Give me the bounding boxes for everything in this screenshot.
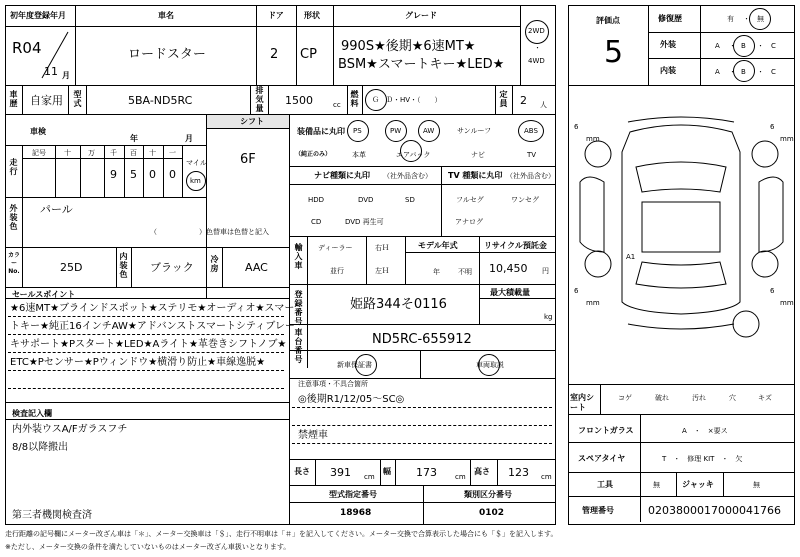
third-party-inspected: 第三者機関検査済 [12,510,92,521]
seat-hole: 穴 [729,394,736,402]
navi-hdd: HDD [308,196,325,204]
equip-sunroof: サンルーフ [457,127,492,135]
rear-window-shape [636,262,726,288]
import-label: 輸入車 [294,243,303,270]
windshield-label: フロントガラス [578,426,634,435]
diagram-mm-rl: mm [586,299,600,307]
capacity-label: 定員 [499,90,508,108]
interior-b: B [741,68,746,76]
tyre-rear-left [585,251,611,277]
cc-unit: cc [333,101,341,109]
grade-line1: 990S★後期★6速MT★ [341,39,476,54]
type-no-value: 18968 [340,508,372,518]
fuel-label: 燃料 [350,90,359,108]
mileage-col-6: 一 [169,149,176,157]
model-year-label: モデル年式 [418,241,458,250]
chassis-label: 車台番号 [294,328,303,364]
score-label: 評価点 [596,16,620,25]
navi-dvd-play: DVD 再生可 [345,218,384,226]
tyre-spare [733,311,759,337]
color-value: パール [40,203,73,216]
capacity-unit: 人 [540,101,547,109]
management-value: 0203800017000041766 [648,504,781,517]
first-reg-month: 11 [44,65,58,78]
front-bumper [628,117,734,122]
tv-fullseg: フルセグ [456,196,484,204]
chassis-value: ND5RC-655912 [372,332,472,347]
model-year-unknown: 不明 [458,268,472,276]
spare-label: スペアタイヤ [578,454,626,463]
tyre-rear-right [752,251,778,277]
displacement-value: 1500 [285,94,313,107]
inspection-month-unit: 月 [185,134,193,143]
navi-sd: SD [405,196,415,204]
navi-cd: CD [311,218,322,226]
tv-label: TV 種類に丸印 [448,171,503,180]
grade-label: グレード [405,11,437,20]
capacity-value: 2 [520,94,527,107]
drive-dot: ・ [534,44,541,52]
max-load-label: 最大積載量 [490,288,530,297]
color-note: （ ）色替車は色替と記入 [150,228,269,236]
first-reg-label: 初年度登録年月 [10,11,66,20]
model-value: 5BA-ND5RC [128,94,193,107]
jack-value: 無 [753,481,760,489]
mileage-digit-tens: 0 [149,168,156,181]
km-label: km [190,177,201,185]
tools-label: 工具 [597,480,613,489]
recycle-label: リサイクル預託金 [484,241,547,250]
shape-value: CP [300,47,317,62]
interior-a: A [715,68,720,76]
height-value: 123 [508,466,529,479]
car-name: ロードスター [128,47,206,62]
import-left-h: 左Ｈ [375,267,389,275]
main-frame [5,5,556,525]
height-label: 高さ [474,467,490,476]
ac-value: AAC [245,261,268,274]
new-warranty: 新車保証書 [337,361,372,369]
equip-aw: AW [423,127,435,135]
type-no-label: 型式指定番号 [329,490,377,499]
car-name-label: 車名 [158,11,174,20]
equip-leather: 本革 [352,151,366,159]
tv-sub: （社外品含む） [506,172,555,180]
class-no-label: 類別区分番号 [464,490,512,499]
equip-abs: ABS [524,127,538,135]
import-right-h: 右Ｈ [375,244,389,252]
length-label: 長さ [294,467,310,476]
width-value: 173 [416,466,437,479]
sales-point-line-3: キサポート★Pスタート★LED★Aライト★革巻きシフトノブ★ [10,339,287,350]
windshield-shape [636,162,726,192]
diagram-mm-fl: mm [586,135,600,143]
seat-tear: 破れ [655,394,669,402]
drive-4wd: 4WD [528,57,545,65]
seat-scratch: キズ [758,394,772,402]
model-label: 型式 [73,90,82,108]
interior-color-value: ブラック [150,261,194,274]
equipment-sublabel: （純正のみ） [295,151,332,158]
exterior-a: A [715,42,720,50]
tyre-front-right [752,141,778,167]
inspector-line-2: 8/8以降搬出 [12,442,69,453]
length-value: 391 [330,466,351,479]
sales-point-line-1: ★6速MT★ブラインドスポット★ステリモ★オーディオ★スマー [10,303,295,314]
grade-line2: BSM★スマートキー★LED★ [338,57,505,72]
mileage-col-1: 十 [64,149,71,157]
interior-seat-label: 室内シート [570,393,594,412]
seat-burn: コゲ [618,394,632,402]
diagram-mm-fr: mm [780,135,794,143]
drive-2wd: 2WD [528,27,545,35]
sales-points-label: セールスポイント [12,290,76,299]
seat-stain: 汚れ [692,394,706,402]
notes-line-1: ◎後期R1/12/05～SC◎ [298,394,405,405]
repair-yes: 有 [727,15,734,23]
equip-navi: ナビ [471,151,485,159]
usage-label: 車歴 [9,90,18,108]
inspection-label: 車検 [30,127,46,136]
diagram-label-rr: 6 [770,287,775,295]
equip-pw: PW [390,127,402,135]
navi-dvd: DVD [358,196,374,204]
mileage-col-5: 十 [149,149,156,157]
inspection-year-unit: 年 [130,134,138,143]
mileage-col-4: 百 [130,149,137,157]
doors-value: 2 [270,47,279,62]
recycle-value: 10,450 [489,262,528,275]
inspector-label: 検査記入欄 [12,409,52,418]
mileage-col-2: 万 [88,149,95,157]
color-no-label: カラー No. [8,252,21,275]
length-unit: cm [364,473,375,481]
mileage-digit-hundreds: 5 [130,168,137,181]
notes-line-3: 禁煙車 [298,430,328,441]
navi-sub: （社外品含む） [383,172,432,180]
first-reg-year: R04 [12,39,42,57]
registration-value: 姫路344そ0116 [350,297,447,312]
exterior-dot1: ・ [729,42,736,50]
shift-value: 6F [240,152,256,167]
exterior-c: C [771,42,776,50]
color-no-value: 25D [60,261,83,274]
mileage-label: 走行 [9,158,18,176]
import-parallel: 並行 [330,267,344,275]
doors-label: ドア [268,11,284,20]
model-year-unit: 年 [433,268,440,276]
navi-label: ナビ種類に丸印 [314,171,370,180]
spare-value: T ・ 修理 KIT ・ 欠 [662,455,743,463]
vehicle-manual: 車両取説 [476,361,504,369]
diagram-label-fl: 6 [574,123,579,131]
mileage-digit-thousands: 9 [110,168,117,181]
interior-color-label: 内装色 [119,252,128,279]
tools-value: 無 [653,481,660,489]
notes-label: 注意事項・不具合箇所 [298,380,368,388]
exterior-label: 外装 [660,40,676,49]
tyre-front-left [585,141,611,167]
color-label: 外装色 [9,204,18,231]
footer-note-1: 走行距離の記号欄にメーター改ざん車は「＊」、メーター交換車は「＄」、走行不明車は「＃」を記入してください。メーター交換で合算表示した場合にも「＄」を記入します。 [5,530,558,538]
body-outline [622,125,740,314]
repair-no: 無 [757,15,764,23]
rear-bumper [628,324,734,329]
registration-label: 登録番号 [294,290,303,326]
equip-ps: PS [353,127,362,135]
max-load-unit: kg [544,313,553,321]
exterior-b: B [741,42,746,50]
footer-note-2: ※ただし、メーター交換の条件を満たしていないものはメーター改ざん車扱いとなります。 [5,543,291,551]
shape-label: 形状 [304,11,320,20]
diagram-mm-rr: mm [780,299,794,307]
recycle-yen: 円 [542,267,549,275]
repair-label: 修復歴 [658,14,682,23]
windshield-value: A ・ ×要ス [682,427,728,435]
equip-tv: TV [527,151,537,159]
interior-dot2: ・ [757,68,764,76]
cabin-shape [642,202,720,252]
left-side-view [580,177,604,252]
class-no-value: 0102 [479,508,505,518]
diagram-label-fr: 6 [770,123,775,131]
width-label: 幅 [383,467,391,476]
vehicle-diagram [570,112,793,374]
usage-value: 自家用 [30,94,63,107]
fuel-options: Ｇ Ｄ・HV・（ ） [372,96,442,104]
score-value: 5 [604,35,624,70]
mile-label: マイル [186,159,207,167]
interior-c: C [771,68,776,76]
width-unit: cm [455,473,466,481]
mileage-col-0: 記号 [32,149,46,157]
ac-label: 冷房 [210,255,219,273]
height-unit: cm [541,473,552,481]
first-reg-month-unit: 月 [62,71,70,80]
mileage-col-3: 千 [110,149,117,157]
diagram-label-a1: A1 [626,253,636,261]
equip-airbag: エアバック [396,151,431,159]
management-label: 管理番号 [582,506,614,515]
import-dealer: ディーラー [318,244,353,252]
sales-point-line-4: ETC★Pセンサー★Pウィンドウ★横滑り防止★車線逸脱★ [10,357,266,368]
interior-dot1: ・ [729,68,736,76]
displacement-label: 排気量 [255,86,264,113]
interior-label: 内装 [660,66,676,75]
equipment-label: 装備品に丸印 [297,127,345,136]
sales-point-line-2: トキー★純正16インチAW★アドバンストスマートシティブレー [10,321,295,332]
tv-analog: アナログ [455,218,483,226]
right-side-view [759,177,783,252]
tv-oneseg: ワンセグ [511,196,539,204]
exterior-dot2: ・ [757,42,764,50]
jack-label: ジャッキ [682,480,714,489]
diagram-label-rl: 6 [574,287,579,295]
shift-label: シフト [240,117,264,126]
repair-dot: ・ [743,15,750,23]
mileage-digit-ones: 0 [169,168,176,181]
inspector-line-1: 内外装ウスA/Fガラスフチ [12,424,128,435]
